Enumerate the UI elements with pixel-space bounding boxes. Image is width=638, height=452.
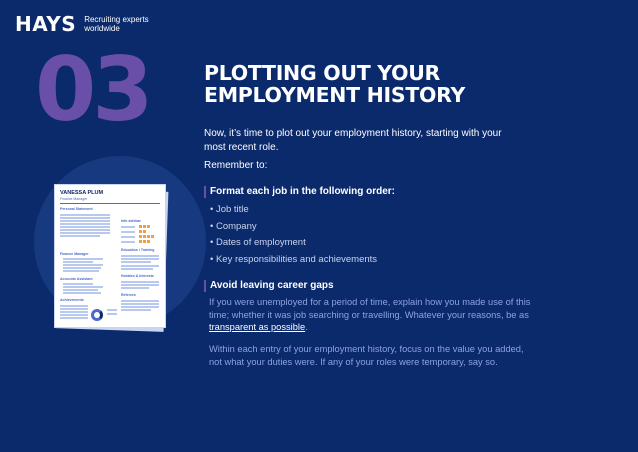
remember-label: Remember to: [204, 160, 268, 171]
cv-text-line [60, 229, 110, 231]
cv-text-line [60, 235, 100, 237]
list-item: • Job title [210, 204, 249, 215]
cv-text-line [121, 255, 159, 257]
cv-text-line [121, 241, 135, 243]
cv-text-line [63, 258, 103, 260]
cv-text-line [121, 265, 159, 267]
list-item: • Company [210, 220, 257, 232]
cv-text-line [107, 313, 117, 315]
format-list [210, 202, 377, 269]
cv-achievements: Achievements [60, 298, 84, 302]
cv-rating-dot [147, 225, 150, 228]
intro-text: Now, it’s time to plot out your employment history, starting with your most recent role. [204, 128, 502, 153]
cv-hobbies: Hobbies & Interests [121, 274, 154, 278]
cv-text-line [60, 217, 110, 219]
gaps-end: . [305, 322, 308, 332]
cv-rating-dot [139, 225, 142, 228]
cv-text-line [60, 314, 88, 316]
cv-rating-dot [139, 230, 142, 233]
section-number: 03 [35, 38, 150, 141]
cv-illustration [54, 184, 166, 328]
cv-text-line [121, 303, 159, 305]
cv-text-line [60, 317, 88, 319]
cv-rating-dot [143, 235, 146, 238]
cv-text-line [63, 289, 98, 291]
cv-text-line [63, 264, 103, 266]
cv-rating-dot [139, 240, 142, 243]
cv-text-line [63, 292, 101, 294]
page-title: PLOTTING OUT YOUR EMPLOYMENT HISTORY [204, 61, 466, 107]
cv-rating-dot [143, 225, 146, 228]
cv-text-line [121, 231, 135, 233]
cv-referees: Referees [121, 293, 136, 297]
cv-info: Info sidebar [121, 219, 141, 223]
cv-text-line [121, 261, 151, 263]
cv-text-line [60, 308, 88, 310]
cv-role1-heading: Finance Manager [60, 252, 89, 256]
cv-personal-statement: Personal Statement [60, 207, 93, 211]
cv-text-line [60, 220, 110, 222]
logo-tagline: Recruiting experts worldwide [84, 15, 149, 33]
cv-text-line [121, 281, 159, 283]
cv-donut-chart [91, 309, 103, 321]
gaps-text [209, 296, 549, 334]
cv-rating-dot [143, 240, 146, 243]
hays-logo[interactable] [15, 14, 154, 34]
list-item: • Dates of employment [210, 237, 306, 249]
cv-text-line [60, 214, 110, 216]
cv-rating-dot [151, 235, 154, 238]
cv-text-line [121, 226, 135, 228]
cv-rating-dot [147, 240, 150, 243]
cv-text-line [60, 305, 88, 307]
cv-text-line [121, 306, 159, 308]
cv-text-line [63, 283, 93, 285]
cv-text-line [63, 286, 103, 288]
gaps-body: If you were unemployed for a period of time, explain how you made use of this time; whether it was job searching or travelling. Whatever your reasons, be as [209, 297, 531, 320]
within-text: Within each entry of your employment history, focus on the value you added, not what your duties were. If any of your roles were temporary, say so. [209, 344, 524, 367]
logo-mark: HAYS [15, 12, 77, 36]
cv-text-line [107, 309, 117, 311]
cv-text-line [121, 300, 159, 302]
cv-role2-heading: Accounts Assistant [60, 277, 93, 281]
cv-rating-dot [147, 235, 150, 238]
cv-role: Finance Manager [60, 197, 88, 201]
cv-text-line [121, 268, 153, 270]
cv-name: VANESSA PLUM [60, 190, 104, 196]
gaps-heading: Avoid leaving career gaps [204, 280, 334, 292]
cv-text-line [60, 226, 110, 228]
cv-text-line [63, 270, 99, 272]
format-heading: Format each job in the following order: [204, 186, 395, 198]
cv-text-line [121, 284, 159, 286]
cv-text-line [121, 236, 135, 238]
list-item: • Key responsibilities and achievements [210, 254, 378, 266]
cv-text-line [63, 267, 101, 269]
cv-text-line [60, 232, 110, 234]
cv-education: Education / Training [121, 248, 155, 252]
cv-text-line [60, 311, 88, 313]
cv-text-line [60, 223, 110, 225]
cv-divider [60, 203, 160, 204]
cv-text-line [63, 261, 93, 263]
cv-text-line [121, 309, 151, 311]
cv-text-line [121, 258, 159, 260]
cv-rating-dot [139, 235, 142, 238]
transparent-link[interactable]: transparent as possible [209, 322, 306, 332]
cv-rating-dot [143, 230, 146, 233]
cv-text-line [121, 287, 149, 289]
